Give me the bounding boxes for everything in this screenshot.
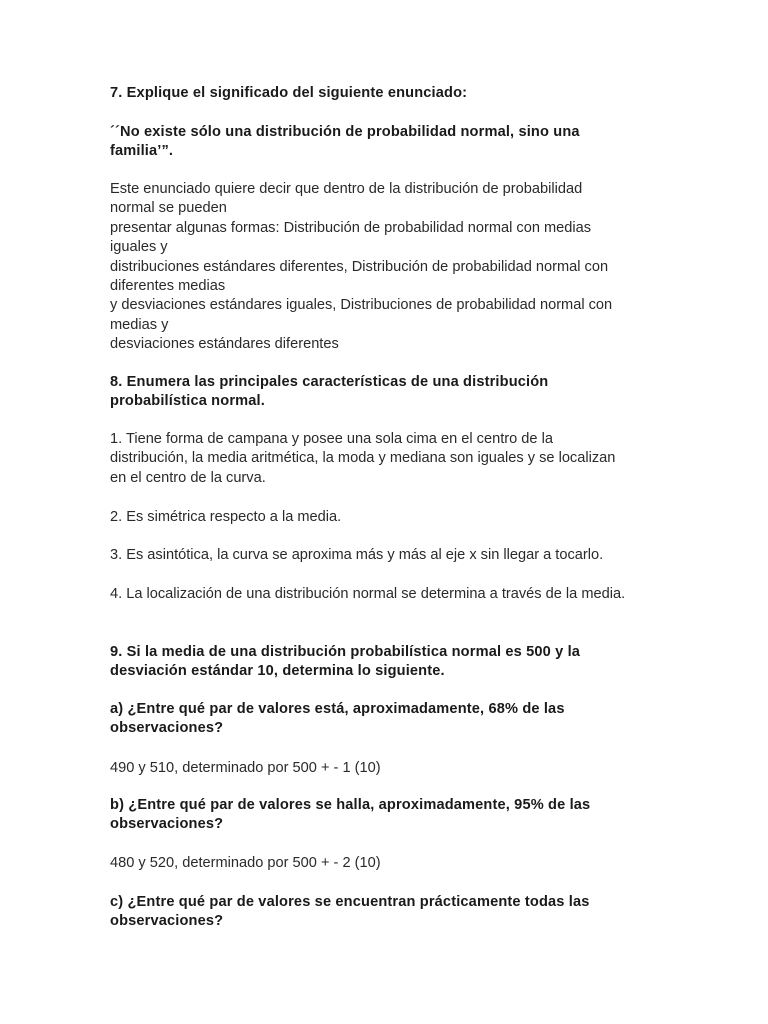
- q8-item-2: 2. Es simétrica respecto a la media.: [110, 509, 342, 525]
- q9-heading: 9. Si la media de una distribución probabilística normal es 500 y la desviación estándar 10, determina lo siguiente.: [110, 644, 581, 680]
- q8-item-4: 4. La localización de una distribución normal se determina a través de la media.: [110, 586, 626, 602]
- q9-b-answer: 480 y 520, determinado por 500 + - 2 (10): [110, 855, 381, 871]
- q9-c-question: c) ¿Entre qué par de valores se encuentran prácticamente todas las observaciones?: [110, 894, 590, 930]
- q9-a-answer: 490 y 510, determinado por 500 + - 1 (10): [110, 760, 381, 776]
- q8-item-1: 1. Tiene forma de campana y posee una sola cima en el centro de la distribución, la media aritmética, la moda y mediana son iguales y se localizan en el centro de la curva.: [110, 431, 616, 486]
- q7-heading: 7. Explique el significado del siguiente enunciado:: [110, 85, 468, 101]
- q8-heading: 8. Enumera las principales características de una distribución probabilística normal.: [110, 374, 549, 410]
- q9-a-question: a) ¿Entre qué par de valores está, aproximadamente, 68% de las observaciones?: [110, 701, 565, 737]
- q9-b-question: b) ¿Entre qué par de valores se halla, aproximadamente, 95% de las observaciones?: [110, 797, 591, 833]
- q7-quote: ´´No existe sólo una distribución de probabilidad normal, sino una familia’”.: [110, 124, 580, 160]
- q8-item-3: 3. Es asintótica, la curva se aproxima más y más al eje x sin llegar a tocarlo.: [110, 547, 604, 563]
- q7-answer: Este enunciado quiere decir que dentro de la distribución de probabilidad normal se pueden presentar algunas formas: Distribución de probabilidad normal con medias iguales y distribuciones estándares diferentes, Distribución de probabilidad normal con diferentes medias y desviaciones estándares iguales, Distribuciones de probabilidad normal con medias y desviaciones estándares diferentes: [110, 181, 613, 353]
